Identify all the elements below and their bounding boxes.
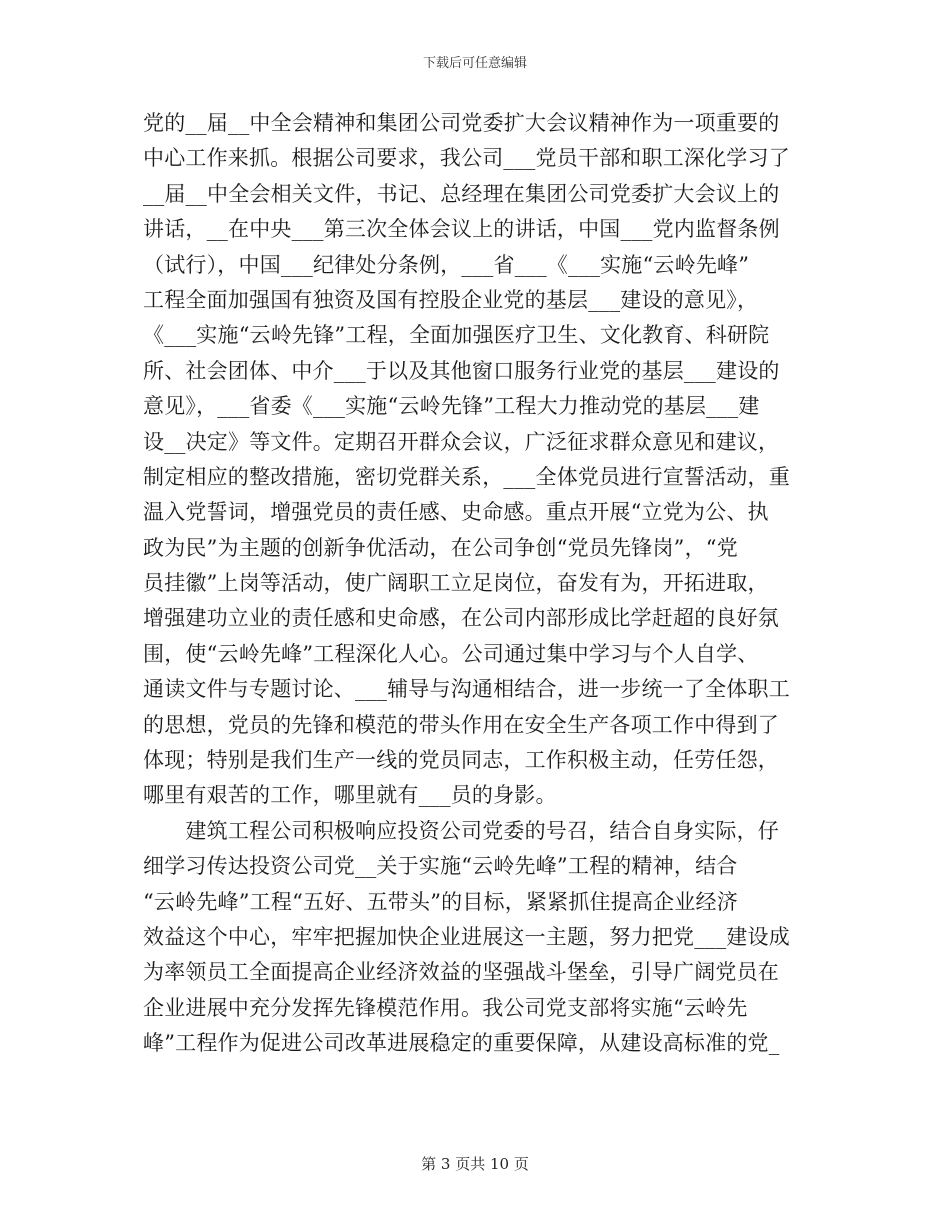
text-line: “云岭先峰”工程“五好、五带头”的目标，紧紧抓住提高企业经济 xyxy=(143,889,738,914)
text-line: 峰”工程作为促进公司改革进展稳定的重要保障，从建设高标准的党_ xyxy=(143,1031,780,1056)
text-line: 温入党誓词，增强党员的责任感、史命感。重点开展“立党为公、执 xyxy=(143,500,769,525)
text-line: 讲话，__在中央___第三次全体会议上的讲话，中国___党内监督条例 xyxy=(143,217,780,242)
text-line: 增强建功立业的责任感和史命感，在公司内部形成比学赶超的良好氛 xyxy=(143,606,779,631)
text-line: 党的__届__中全会精神和集团公司党委扩大会议精神作为一项重要的 xyxy=(143,111,780,135)
text-line: 工程全面加强国有独资及国有控股企业党的基层___建设的意见》， xyxy=(143,287,759,312)
text-line: 的思想，党员的先锋和模范的带头作用在安全生产各项工作中得到了 xyxy=(143,712,779,737)
text-line: 员挂徽”上岗等活动，使广阔职工立足岗位，奋发有为，开拓进取， xyxy=(143,571,769,596)
text-line: 《___实施“云岭先锋”工程，全面加强医疗卫生、文化教育、科研院 xyxy=(143,323,770,348)
page-header: 下载后可任意编辑 xyxy=(422,56,527,71)
text-line: 意见》，___省委《___实施“云岭先锋”工程大力推动党的基层___建 xyxy=(143,394,760,419)
text-line: 政为民”为主题的创新争优活动，在公司争创“党员先锋岗”，“党 xyxy=(143,535,738,560)
text-line: 围，使“云岭先峰”工程深化人心。公司通过集中学习与个人自学、 xyxy=(143,641,759,666)
page-footer: 第 3 页共 10 页 xyxy=(421,1155,529,1173)
text-line: （试行），中国___纪律处分条例，___省___《___实施“云岭先峰” xyxy=(143,252,750,277)
text-line: 企业进展中充分发挥先锋模范作用。我公司党支部将实施“云岭先 xyxy=(143,995,748,1020)
text-line: 哪里有艰苦的工作，哪里就有___员的身影。 xyxy=(143,783,557,808)
text-line: 所、社会团体、中介___于以及其他窗口服务行业党的基层___建设的 xyxy=(143,358,780,383)
text-line: 建筑工程公司积极响应投资公司党委的号召，结合自身实际，仔 xyxy=(143,818,779,843)
text-line: 制定相应的整改措施，密切党群关系，___全体党员进行宣誓活动，重 xyxy=(143,464,790,489)
text-line: 效益这个中心，牢牢把握加快企业进展这一主题，努力把党___建设成 xyxy=(143,924,790,949)
text-line: 为率领员工全面提高企业经济效益的坚强战斗堡垒，引导广阔党员在 xyxy=(143,960,779,985)
text-line: 体现；特别是我们生产一线的党员同志，工作积极主动，任劳任怨， xyxy=(143,748,779,773)
text-line: __届__中全会相关文件，书记、总经理在集团公司党委扩大会议上的 xyxy=(143,181,780,206)
text-line: 细学习传达投资公司党__关于实施“云岭先峰”工程的精神，结合 xyxy=(143,854,738,879)
document-body xyxy=(143,106,813,1062)
text-line: 中心工作来抓。根据公司要求，我公司___党员干部和职工深化学习了 xyxy=(143,146,790,171)
text-line: 通读文件与专题讨论、___辅导与沟通相结合，进一步统一了全体职工 xyxy=(143,677,790,702)
text-line: 设__决定》等文件。定期召开群众会议，广泛征求群众意见和建议， xyxy=(143,429,780,454)
